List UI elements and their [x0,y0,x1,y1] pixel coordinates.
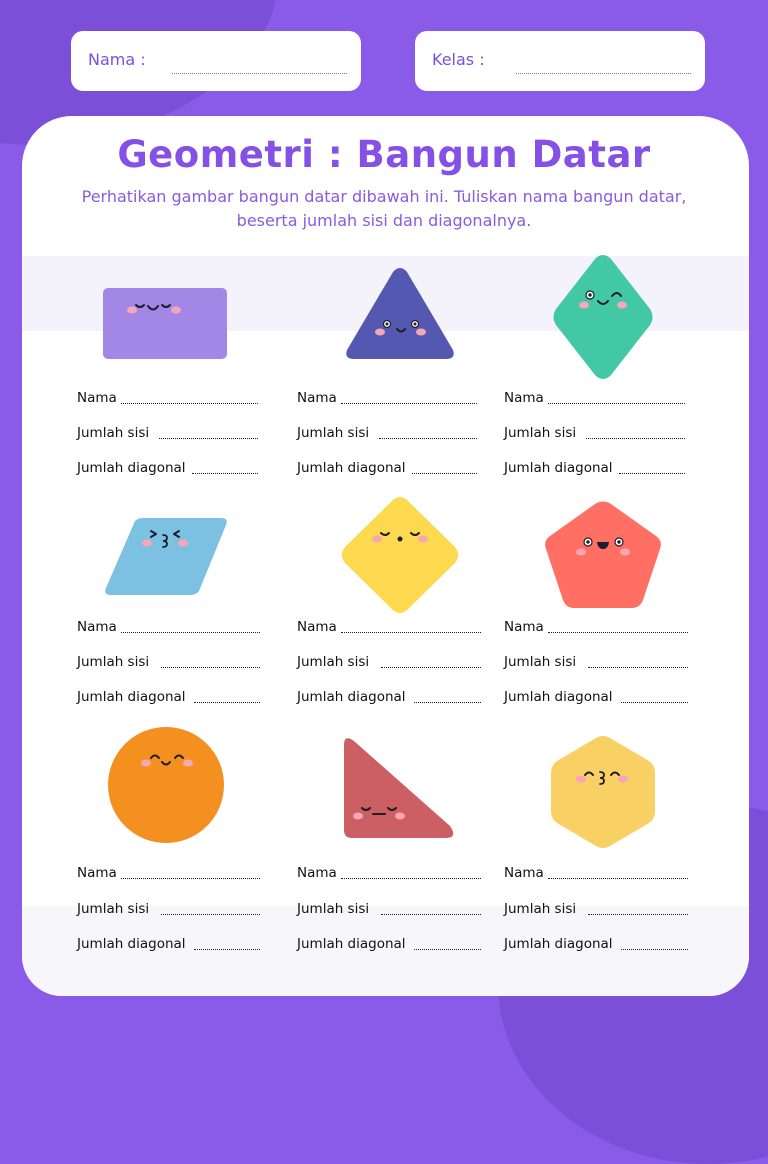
answer-line [381,667,481,668]
answer-name-4[interactable] [77,619,260,635]
name-field[interactable] [71,31,361,91]
answer-line [159,438,258,439]
answer-sides-3[interactable] [504,425,685,441]
right-triangle-body [344,738,453,838]
answer-line [588,667,688,668]
answer-diagonals-label: Jumlah diagonal [504,689,613,705]
triangle-icon [343,266,457,361]
page-title: Geometri : Bangun Datar [117,133,651,176]
answer-line [588,914,688,915]
answer-sides-9[interactable] [504,901,688,917]
answer-line [121,403,258,404]
answer-line [121,878,260,879]
right-triangle-icon [342,736,456,841]
answer-line [192,473,258,474]
answer-line [341,403,477,404]
answer-name-label: Nama [504,865,544,881]
answer-diagonals-label: Jumlah diagonal [297,460,406,476]
answer-name-3[interactable] [504,390,685,406]
answer-diagonals-label: Jumlah diagonal [504,936,613,952]
answer-line [548,403,685,404]
class-field[interactable] [415,31,705,91]
answer-diagonals-1[interactable] [77,460,258,476]
answer-line [161,914,260,915]
answer-diagonals-9[interactable] [504,936,688,952]
rectangle-body [103,288,227,359]
answer-sides-8[interactable] [297,901,481,917]
answer-sides-label: Jumlah sisi [77,901,150,917]
triangle-body [346,268,453,359]
pentagon-icon [543,500,663,610]
answer-sides-2[interactable] [297,425,477,441]
answer-sides-label: Jumlah sisi [297,654,370,670]
class-field-line [516,73,691,74]
rectangle-icon [102,287,228,360]
answer-sides-label: Jumlah sisi [504,425,577,441]
circle-body [108,727,224,843]
answer-name-label: Nama [77,619,117,635]
answer-sides-label: Jumlah sisi [77,654,150,670]
answer-name-label: Nama [504,390,544,406]
rhombus-body [554,255,653,379]
answer-line [548,632,688,633]
answer-diagonals-label: Jumlah diagonal [297,936,406,952]
answer-sides-label: Jumlah sisi [504,654,577,670]
hexagon-icon [549,735,657,849]
answer-diagonals-4[interactable] [77,689,260,705]
answer-diagonals-7[interactable] [77,936,260,952]
answer-line [414,702,481,703]
answer-diagonals-8[interactable] [297,936,481,952]
answer-diagonals-label: Jumlah diagonal [504,460,613,476]
answer-sides-label: Jumlah sisi [504,901,577,917]
answer-line [379,438,477,439]
answer-sides-5[interactable] [297,654,481,670]
answer-diagonals-3[interactable] [504,460,685,476]
answer-diagonals-label: Jumlah diagonal [297,689,406,705]
answer-diagonals-label: Jumlah diagonal [77,689,186,705]
answer-name-5[interactable] [297,619,481,635]
answer-name-2[interactable] [297,390,477,406]
answer-line [194,702,260,703]
answer-diagonals-label: Jumlah diagonal [77,936,186,952]
answer-line [381,914,481,915]
answer-name-8[interactable] [297,865,481,881]
answer-line [621,949,688,950]
answer-sides-7[interactable] [77,901,260,917]
answer-name-label: Nama [77,390,117,406]
answer-line [619,473,685,474]
hexagon-body [551,736,655,848]
answer-line [121,632,260,633]
square-body [342,497,458,613]
answer-name-label: Nama [297,865,337,881]
answer-sides-label: Jumlah sisi [297,425,370,441]
answer-line [621,702,688,703]
answer-name-label: Nama [504,619,544,635]
answer-sides-6[interactable] [504,654,688,670]
square-icon [337,495,463,615]
name-field-label: Nama : [88,50,146,69]
answer-sides-label: Jumlah sisi [297,901,370,917]
answer-line [586,438,685,439]
parallelogram-icon [103,517,229,596]
answer-diagonals-label: Jumlah diagonal [77,460,186,476]
answer-name-9[interactable] [504,865,688,881]
answer-diagonals-2[interactable] [297,460,477,476]
answer-sides-1[interactable] [77,425,258,441]
answer-name-label: Nama [77,865,117,881]
parallelogram-body [105,518,227,595]
answer-name-label: Nama [297,390,337,406]
rhombus-icon [550,253,656,381]
circle-icon [106,727,226,843]
pentagon-body [545,502,661,609]
answer-line [548,878,688,879]
answer-name-7[interactable] [77,865,260,881]
answer-line [194,949,260,950]
answer-name-label: Nama [297,619,337,635]
instruction-text: Perhatikan gambar bangun datar dibawah ini. Tuliskan nama bangun datar, beserta jumlah sisi dan diagonalnya. [81,187,687,230]
answer-sides-4[interactable] [77,654,260,670]
answer-line [161,667,260,668]
answer-line [412,473,477,474]
name-field-line [172,73,347,74]
answer-name-1[interactable] [77,390,258,406]
answer-line [341,878,481,879]
answer-name-6[interactable] [504,619,688,635]
answer-diagonals-5[interactable] [297,689,481,705]
class-field-label: Kelas : [432,50,485,69]
answer-sides-label: Jumlah sisi [77,425,150,441]
answer-line [341,632,481,633]
answer-diagonals-6[interactable] [504,689,688,705]
answer-line [414,949,481,950]
